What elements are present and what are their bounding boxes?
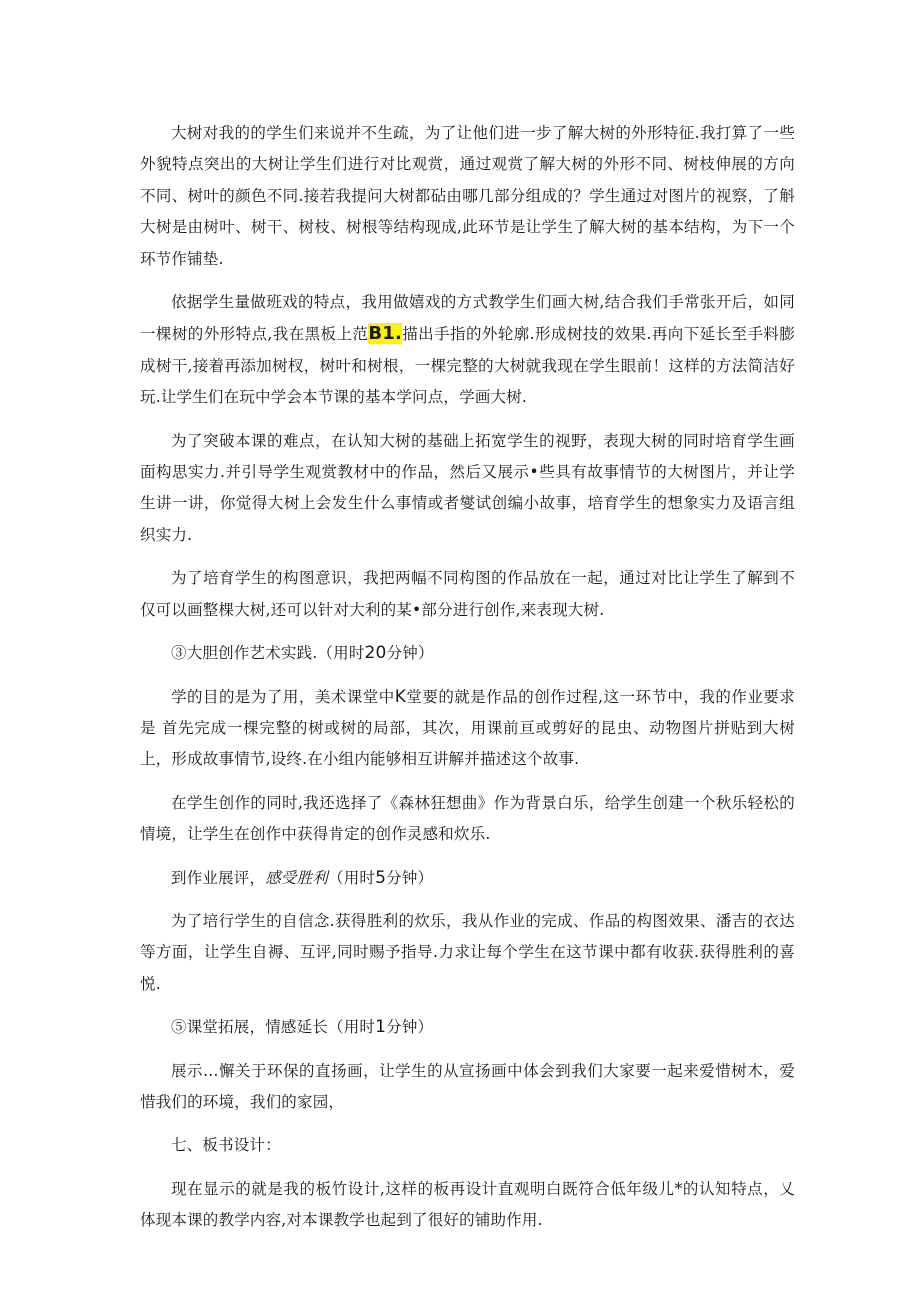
highlighted-text: B1. xyxy=(368,323,403,345)
document-body xyxy=(140,118,795,1237)
paragraph-assignment xyxy=(140,682,795,776)
paragraph-confidence: 为了培行学生的自信念.获得胜利的炊乐，我从作业的完成、作品的构图效果、潘吉的衣达等方面，让学生自褥、互评,同时赐予指导.力求让每个学生在这节课中都有收获.获得胜利的喜悦. xyxy=(140,911,795,993)
duration-number: 20 xyxy=(364,643,387,664)
paragraph-difficulty: 为了突破本课的难点，在认知大树的基础上拓宽学生的视野，表现大树的同时培育学生画面构思实力.并引导学生观赏教材中的作品，然后又展示•些具有故事情节的大树图片，并让学生讲一讲，你觉得大树上会发生什么事情或者燮试创编小故事，培育学生的想象实力及语言组织实力. xyxy=(140,431,795,544)
stray-letter: K xyxy=(394,686,407,707)
paragraph-assignment-text-1: 学的目的是为了用，美术课堂中 xyxy=(171,687,395,706)
heading-work-review xyxy=(140,863,795,894)
heading-work-review-suffix: 分钟） xyxy=(386,868,434,887)
paragraph-tree-observation: 大树对我的的学生们来说并不生疏，为了让他们进一步了解大树的外形特征.我打算了一些外貌特点突出的大树让学生们进行对比观赏，通过观赏了解大树的外形不同、树枝伸展的方向不同、树叶的颜色不同.接若我提问大树都砧由哪几部分组成的？学生通过对图片的视察，了斛大树是由树叶、树干、树枝、树根等结构现成,此环节是让学生了解大树的基本结构，为下一个环节作铺垫. xyxy=(140,124,795,268)
heading-board-design: 七、板书设计： xyxy=(171,1136,281,1155)
paragraph-background-music: 在学生创作的同时,我还选择了《森林狂想曲》作为背景白乐，给学生创建一个秋乐轻松的情境，让学生在创作中获得肯定的创作灵感和炊乐. xyxy=(140,793,795,844)
heading-work-review-italic: 感受胜利 xyxy=(265,868,329,887)
paragraph-composition: 为了培育学生的构图意识，我把两幅不同构图的作品放在一起，通过对比让学生了解到不仅可以画整棵大树,还可以针对大利的某•部分进行创作,来表现大树. xyxy=(140,569,795,619)
paragraph-game-drawing-text-1: 依据学生量做班戏的特点，我用做嬉戏的方式教学生们画大树,结合我们手常张开后，如同一棵树的外形特点,我在黑板上范 xyxy=(140,293,795,344)
paragraph-game-drawing-text-2: 描出手指的外轮廓.形成树技的效果.再向下延长至手料膨成树干,接着再添加树杈，树叶和树根，一棵完整的大树就我现在学生眼前！这样的方法简洁好玩.让学生们在玩中学会本节课的基本学问点，学画大树. xyxy=(140,325,795,407)
heading-work-review-text: 到作业展评， xyxy=(171,868,266,887)
heading-classroom-extension-suffix: 分钟） xyxy=(386,1018,434,1037)
heading-creation-practice xyxy=(140,638,795,669)
paragraph-game-drawing xyxy=(140,287,795,414)
heading-creation-practice-text: ③大胆创作艺术实践.（用时 xyxy=(171,644,365,663)
heading-classroom-extension xyxy=(140,1012,795,1043)
paragraph-board-design: 现在显示的就是我的板竹设计,这样的板再设计直观明白既符合低年级儿*的认知特点，乂体现本课的教学内容,对本课教学也起到了很好的铺助作用. xyxy=(140,1179,795,1230)
duration-number: 5 xyxy=(375,867,387,888)
heading-classroom-extension-text: ⑤课堂拓展，情感延长（用时 xyxy=(171,1018,376,1037)
heading-work-review-middle: （用时 xyxy=(328,868,376,887)
paragraph-environment: 展示…懈关于环保的直扬画，让学生的从宣扬画中体会到我们大家要一起来爱惜树木，爱惜我们的环境，我们的家园， xyxy=(140,1061,795,1111)
paragraph-assignment-text-2: 堂要的就是作品的创作过程,这一环节中，我的作业要求是 首先完成一棵完整的树或树的局部，其次，用课前亘或剪好的昆虫、动物图片拼贴到大树上，形成故事情节,设终.在小组内能够相互讲解并描述这个故事. xyxy=(140,687,795,769)
heading-creation-practice-suffix: 分钟） xyxy=(386,644,434,663)
duration-number: 1 xyxy=(375,1017,387,1038)
